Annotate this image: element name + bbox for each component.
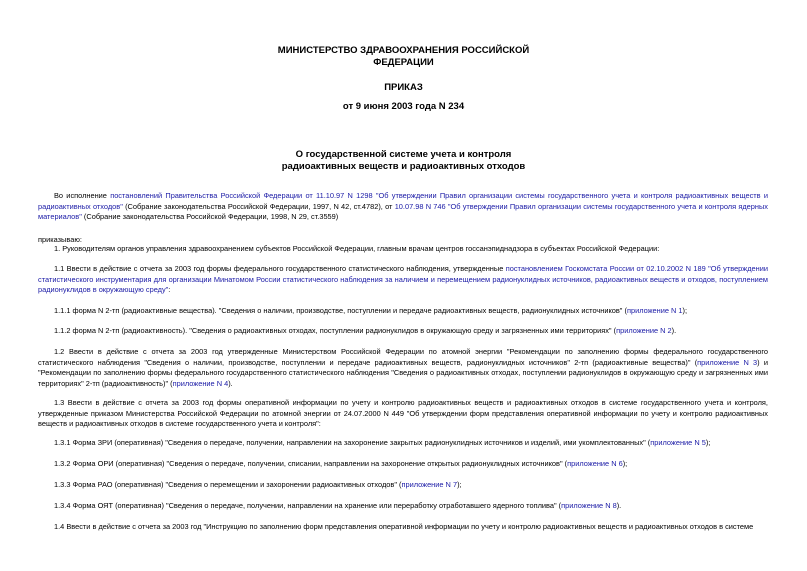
doc-date-number: от 9 июня 2003 года N 234 xyxy=(342,101,465,112)
paragraph-1-4: 1.4 Ввести в действие с отчета за 2003 год "Инструкцию по заполнению форм представления оперативной информации по учету и контролю радиоактивных веществ и радиоактивных отходов в системе xyxy=(54,522,754,531)
link-appendix-4[interactable]: приложение N 4 xyxy=(172,378,229,388)
doc-type: ПРИКАЗ xyxy=(384,82,423,93)
doc-title xyxy=(0,149,807,173)
paragraph-1-1: 1.1 Ввести в действие с отчета за 2003 год формы федерального государственного статистического наблюдения, утвержденные постановлением Госкомстата России от 02.10.2002 N 189 "Об утверждении статистического инструментария для организации Минатомом России статистического наблюдения за наличием и перемещением радионуклидных источников, радиоактивных веществ и отходов, поступлением радионуклидов в окружающую среду": xyxy=(38,264,768,295)
link-appendix-5[interactable]: приложение N 5 xyxy=(650,438,706,447)
paragraph-1: 1. Руководителям органов управления здравоохранением субъектов Российской Федерации, главным врачам центров госсанэпиднадзора в субъектах Российской Федерации: xyxy=(54,244,660,253)
paragraph-1-3-1: 1.3.1 Форма ЗРИ (оперативная) "Сведения о передаче, получении, направлении на захоронение закрытых радионуклидных источников и изделий, ими укомплектованных" (приложение N 5); xyxy=(54,438,711,447)
ministry-line-1: МИНИСТЕРСТВО ЗДРАВООХРАНЕНИЯ РОССИЙСКОЙ xyxy=(277,45,530,56)
link-decree-746[interactable]: 10.07.98 N 746 "Об утверждении Правил организации системы государственного учета и контроля ядерных материалов" xyxy=(38,201,768,222)
paragraph-1-1-2: 1.1.2 форма N 2-тп (радиоактивность). "Сведения о радиоактивных отходах, поступлении радионуклидов в окружающую среду и загрязненных ими территориях" (приложение N 2). xyxy=(54,326,677,335)
paragraph-1-3-4: 1.3.4 Форма ОЯТ (оперативная) "Сведения о передаче, получении, направлении на хранение или переработку отработавшего ядерного топлива" (приложение N 8). xyxy=(54,501,622,510)
order-word: приказываю: xyxy=(38,235,82,244)
link-decree-1298[interactable]: постановлений Правительства Российской Федерации от 11.10.97 N 1298 "Об утверждении Правил организации системы государственного учета и контроля радиоактивных веществ и радиоактивных отходов" xyxy=(38,191,768,211)
link-appendix-7[interactable]: приложение N 7 xyxy=(401,480,458,489)
link-appendix-1[interactable]: приложение N 1 xyxy=(626,306,683,315)
link-appendix-6[interactable]: приложение N 6 xyxy=(567,459,623,468)
paragraph-1-3-3: 1.3.3 Форма РАО (оперативная) "Сведения о перемещении и захоронении радиоактивных отходов" (приложение N 7); xyxy=(54,480,462,489)
link-appendix-2[interactable]: приложение N 2 xyxy=(616,326,672,335)
ministry-heading xyxy=(0,45,807,69)
link-goskomstat-189[interactable]: постановлением Госкомстата России от 02.10.2002 N 189 "Об утверждении статистического инструментария для организации Минатомом России статистического наблюдения за наличием и перемещением радионуклидных источников, радиоактивных веществ и отходов, поступлением радионуклидов в окружающую среду" xyxy=(38,264,768,295)
paragraph-1-3: 1.3 Ввести в действие с отчета за 2003 год формы оперативной информации по учету и контролю радиоактивных веществ и радиоактивных отходов в системе государственного учета и контроля, утвержденные приказом Министерства Российской Федерации по атомной энергии от 24.07.2000 N 449 "Об утверждении форм представления оперативной информации по учету и контролю радиоактивных веществ и радиоактивных отходов в системе государственного учета и контроля": xyxy=(38,398,768,429)
paragraph-1-2: 1.2 Ввести в действие с отчета за 2003 год утвержденные Министерством Российской Федерации по атомной энергии "Рекомендации по заполнению формы федерального государственного статистического наблюдения "Сведения о наличии, производстве, поступлении и передаче радиоактивных веществ, радионуклидных источников" 2-тп (радиоактивные вещества)" (приложение N 3) и "Рекомендации по заполнению формы федерального государственного статистического наблюдения "Сведения о радиоактивных отходах, поступлении радионуклидов в окружающую среду и загрязненных ими территориях" 2-тп (радиоактивность)" (приложение N 4). xyxy=(38,347,768,388)
paragraph-1-3-2: 1.3.2 Форма ОРИ (оперативная) "Сведения о передаче, получении, списании, направлении на захоронение открытых радионуклидных источников" (приложение N 6); xyxy=(54,459,628,468)
preamble-paragraph: Во исполнение постановлений Правительства Российской Федерации от 11.10.97 N 1298 "Об утверждении Правил организации системы государственного учета и контроля радиоактивных веществ и радиоактивных отходов" (Собрание законодательства Российской Федерации, 1997, N 42, ст.4782), от 10.07.98 N 746 "Об утверждении Правил организации системы государственного учета и контроля ядерных материалов" (Собрание законодательства Российской Федерации, 1998, N 29, ст.3559) xyxy=(38,191,768,222)
link-appendix-3[interactable]: приложение N 3 xyxy=(697,357,758,367)
ministry-line-2: ФЕДЕРАЦИИ xyxy=(373,57,434,68)
doc-title-line-2: радиоактивных веществ и радиоактивных отходов xyxy=(281,161,526,172)
link-appendix-8[interactable]: приложение N 8 xyxy=(561,501,617,510)
doc-title-line-1: О государственной системе учета и контроля xyxy=(295,149,512,160)
paragraph-1-1-1: 1.1.1 форма N 2-тп (радиоактивные вещества). "Сведения о наличии, производстве, поступлении и передаче радиоактивных веществ, радионуклидных источников" (приложение N 1); xyxy=(54,306,688,315)
